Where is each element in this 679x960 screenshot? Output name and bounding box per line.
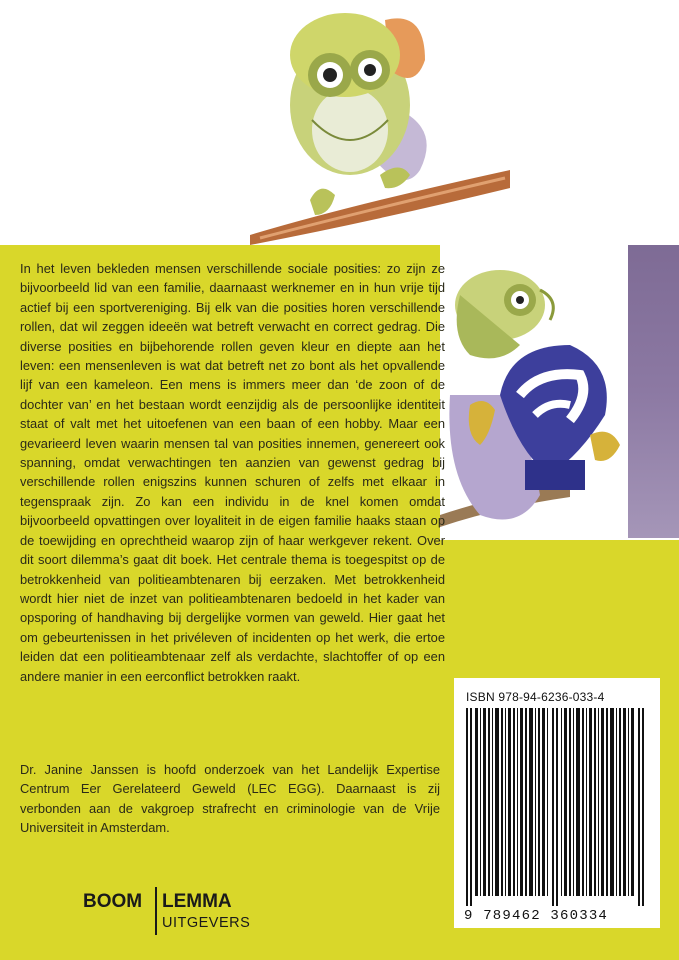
logo-uitgevers-text: UITGEVERS xyxy=(162,915,251,931)
barcode-digits: 9 789462 360334 xyxy=(464,908,609,924)
logo-divider xyxy=(155,887,157,935)
purple-accent-strip xyxy=(628,245,679,538)
isbn-barcode-box xyxy=(454,678,660,928)
barcode-icon xyxy=(466,708,648,906)
author-bio: Dr. Janine Janssen is hoofd onderzoek van het Landelijk Expertise Centrum Eer Gerelateerd Geweld (LEC EGG). Daarnaast is zij verbonden aan de vakgroep strafrecht en criminologie van de Vrije Universiteit in Amsterdam. xyxy=(20,762,440,836)
logo-boom-text: BOOM xyxy=(83,891,143,912)
isbn-label: ISBN 978-94-6236-033-4 xyxy=(466,690,605,704)
logo-lemma-text: LEMMA xyxy=(162,891,232,912)
back-cover-blurb: In het leven bekleden mensen verschillende sociale posities: zo zijn ze bijvoorbeeld lid van een familie, daarnaast werknemer en in hun vrije tijd actief bij een sportvereniging. Bij elk van die posities horen verschillende rollen, dat wil zeggen ideeën wat betreft verwacht en correct gedrag. Die diverse posities en bijbehorende rollen geven kleur en diepte aan het leven: een mensenleven is wat dat betreft net zo bont als het opvallende lijf van een kameleon. Een mens is immers meer dan ‘de zoon of de dochter van’ en het bestaan wordt eenzijdig als de persoonlijke identiteit staat of valt met het uitoefenen van een baan of een hobby. Maar een gevarieerd leven waarin mensen tal van posities innemen, genereert ook spanning, omdat verwachtingen ten aanzien van gewenst gedrag bij verschillende rollen enigszins kunnen schuren of zelfs met elkaar in tegenspraak zijn. Zo kan een individu in de knel komen omdat bijvoorbeeld opvattingen over loyaliteit in de eigen familie haaks staan op de toewijding en oprechtheid waarop zijn of haar werkgever rekent. Over dit soort dilemma’s gaat dit boek. Het centrale thema is toegespitst op de betrokkenheid van politieambtenaren bij eerzaken. Met betrokkenheid wordt hier niet de inzet van politieambtenaren bedoeld in het kader van opsporing of handhaving bij dergelijke vormen van geweld. Hier gaat het om gebeurtenissen in het privéleven of incidenten op het werk, die ertoe leiden dat een politieambtenaar zelf als verdachte, slachtoffer of op een andere manier in een eerconflict betrokken raakt. xyxy=(20,261,445,684)
chameleon-top-illustration xyxy=(250,0,510,245)
